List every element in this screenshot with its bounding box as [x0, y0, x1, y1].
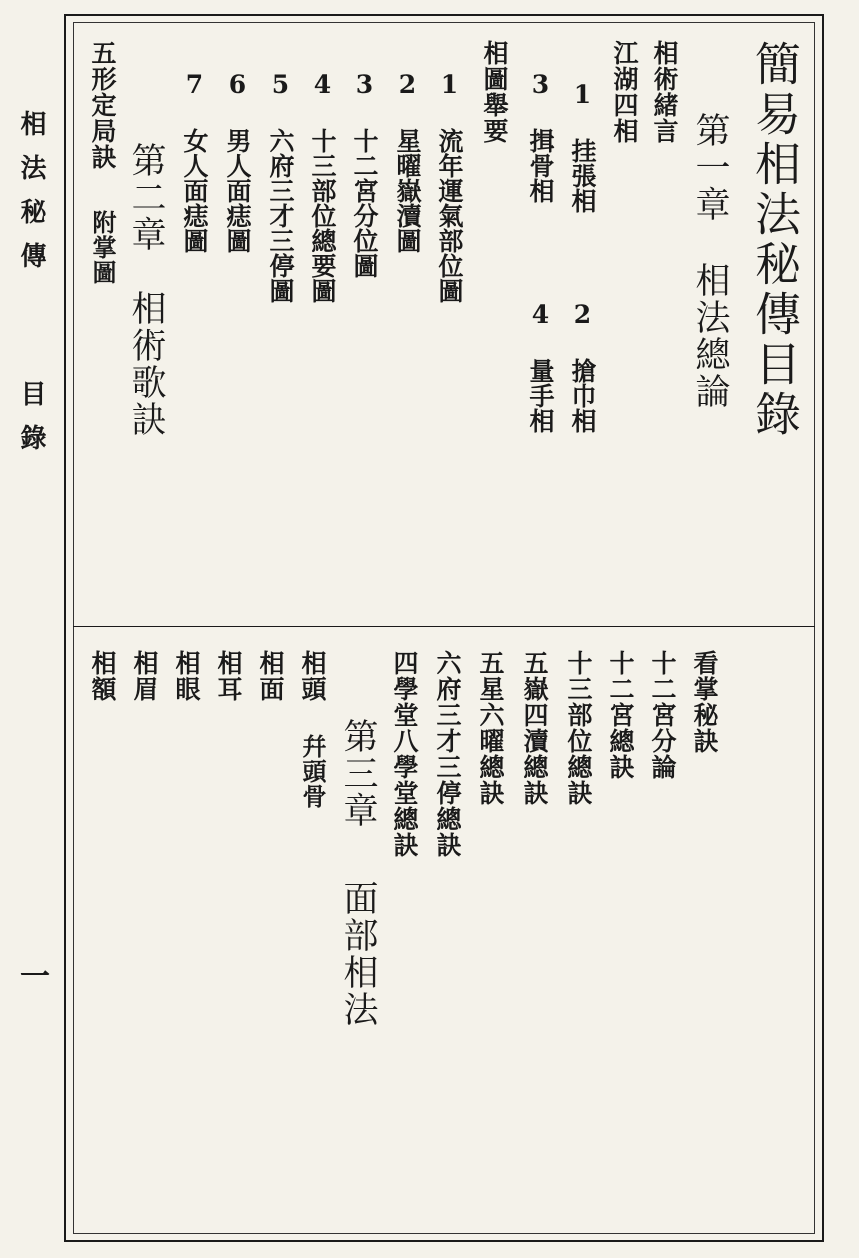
toc-entry-jianghu-2: 2 搶巾相: [568, 300, 597, 433]
chapter-2-title: 相術歌訣: [126, 290, 166, 438]
toc-title: 簡易相法秘傳目錄: [748, 40, 802, 440]
toc-entry-ear: 相耳: [214, 650, 243, 702]
toc-entry-palm-chart-note: 附掌圖: [88, 210, 117, 285]
toc-entry-diagram-7: 7 女人面痣圖: [180, 70, 209, 253]
section-divider: [73, 626, 815, 627]
toc-entry-diagram-2: 2 星曜嶽瀆圖: [393, 70, 422, 253]
toc-entry-five-peaks: 五嶽四瀆總訣: [520, 650, 549, 806]
fold-title: 相法秘傳: [16, 110, 46, 286]
toc-entry-diagram-3: 3 十二宮分位圖: [350, 70, 379, 278]
toc-entry-twelve-palaces: 十二宮分論: [648, 650, 677, 780]
toc-entry-face: 相面: [256, 650, 285, 702]
toc-entry-jianghu-3: 3 揖骨相: [526, 70, 555, 203]
toc-entry-eye: 相眼: [172, 650, 201, 702]
toc-entry-diagrams: 相圖舉要: [480, 40, 509, 144]
chapter-1-title: 相法總論: [690, 262, 730, 410]
fold-section: 目錄: [16, 380, 46, 468]
toc-entry-brow: 相眉: [130, 650, 159, 702]
toc-entry-twelve-palaces-verse: 十二宮總訣: [606, 650, 635, 780]
chapter-3-number: 第三章: [338, 718, 378, 829]
toc-entry-jianghu: 江湖四相: [610, 40, 639, 144]
toc-entry-jianghu-4: 4 量手相: [526, 300, 555, 433]
chapter-1-number: 第一章: [690, 112, 730, 223]
toc-entry-diagram-6: 6 男人面痣圖: [223, 70, 252, 253]
toc-entry-head: 相頭: [298, 650, 327, 702]
toc-entry-thirteen-parts: 十三部位總訣: [564, 650, 593, 806]
toc-entry-diagram-1: 1 流年運氣部位圖: [435, 70, 464, 303]
toc-entry-diagram-4: 4 十三部位總要圖: [308, 70, 337, 303]
fold-page-number: 一: [14, 960, 49, 990]
toc-entry-five-stars: 五星六曜總訣: [476, 650, 505, 806]
chapter-3-title: 面部相法: [338, 880, 378, 1028]
toc-entry-jianghu-1: 1 挂張相: [568, 80, 597, 213]
toc-entry-head-bones-note: 幷頭骨: [298, 734, 327, 809]
toc-entry-diagram-5: 5 六府三才三停圖: [266, 70, 295, 303]
toc-entry-four-halls: 四學堂八學堂總訣: [390, 650, 419, 858]
toc-entry-five-shapes: 五形定局訣: [88, 40, 117, 170]
toc-entry-forehead: 相額: [88, 650, 117, 702]
chapter-2-number: 第二章: [126, 142, 166, 253]
toc-entry-palm: 看掌秘訣: [690, 650, 719, 754]
toc-entry-intro: 相術緒言: [650, 40, 679, 144]
toc-entry-six-mansions: 六府三才三停總訣: [433, 650, 462, 858]
